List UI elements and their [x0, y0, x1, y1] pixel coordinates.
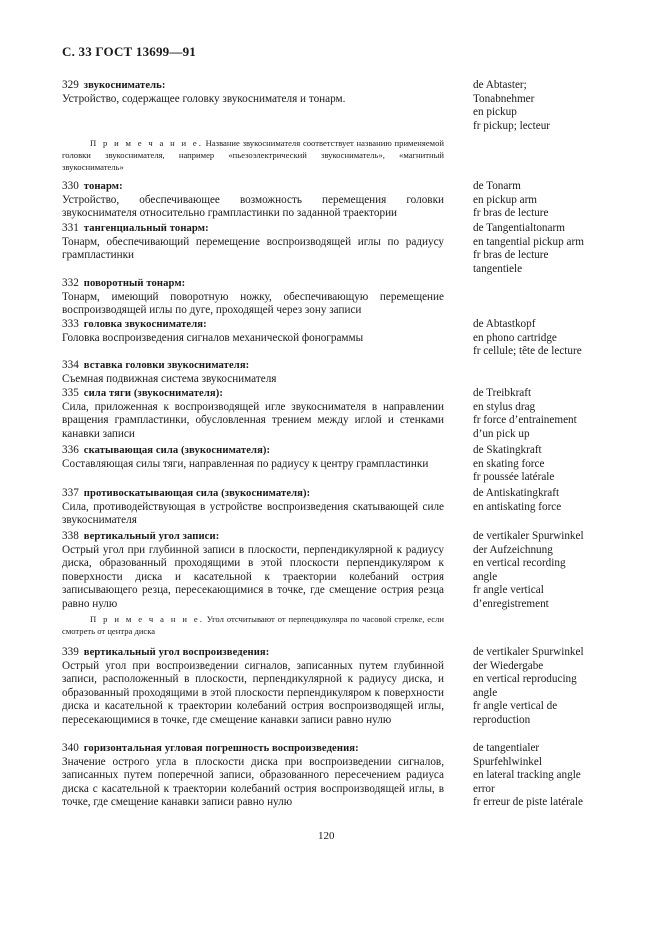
- term-title: головка звукоснимателя:: [83, 319, 207, 330]
- term-entry-330: [62, 180, 661, 221]
- term-entry-336: [62, 444, 661, 484]
- term-entry-329: [62, 79, 661, 132]
- term-definition: Сила, приложенная к воспроизводящей игле звукоснимателя в направлении вращения грампластинки, обусловленная трением между иглой и стенками канавки записи: [62, 400, 444, 440]
- term-definition: Съемная подвижная система звукоснимателя: [62, 372, 277, 385]
- translations: [473, 530, 661, 612]
- translation-line: en pickup: [473, 106, 517, 119]
- translation-line: der Wiedergabe: [473, 659, 544, 672]
- translation-line: Tonabnehmer: [473, 92, 535, 105]
- translation-line: der Aufzeichnung: [473, 543, 553, 556]
- term-title: противоскатывающая сила (звукоснимателя):: [83, 488, 311, 499]
- translation-line: reproduction: [473, 713, 531, 726]
- translation-line: de Antiskatingkraft: [473, 487, 560, 499]
- translation-line: fr bras de lecture: [473, 249, 549, 262]
- translation-line: en stylus drag: [473, 400, 536, 413]
- note-338: [62, 613, 444, 637]
- term-definition: Тонарм, имеющий поворотную ножку, обеспечивающую перемещение воспроизводящей иглы по дуге, проходящей через зону записи: [62, 290, 444, 317]
- translation-line: angle: [473, 686, 498, 699]
- term-entry-335: [62, 387, 661, 441]
- translation-line: fr erreur de piste latérale: [473, 796, 583, 809]
- translation-line: en vertical reproducing: [473, 673, 577, 686]
- translation-line: de vertikaler Spurwinkel: [473, 530, 584, 542]
- translation-line: de Abtastkopf: [473, 318, 536, 330]
- term-number: 335: [62, 387, 79, 399]
- translations: [473, 646, 661, 728]
- term-entry-331: [62, 222, 661, 275]
- translations: [473, 79, 661, 133]
- translation-line: fr cellule; tête de lecture: [473, 345, 582, 358]
- note-text: Угол отсчитывают от перпендикуляра по часовой стрелке, если смотреть от центра диска: [62, 614, 444, 636]
- translation-line: d’enregistrement: [473, 597, 549, 610]
- translation-line: Spurfehlwinkel: [473, 755, 542, 768]
- term-entry-333: [62, 318, 661, 358]
- term-title: вертикальный угол воспроизведения:: [83, 647, 270, 658]
- term-definition: Острый угол при воспроизведении сигналов, записанных путем глубинной записи, расположенный в плоскости, перпендикулярной к радиусу диска, и образованный проходящими в этой плоскости перпендикуляром к поверхности диска и касательной к траектории колебаний острия воспроизводящей иглы, пересекающимися в точке, где смещение канавки записи равно нулю: [62, 659, 444, 726]
- note-label: П р и м е ч а н и е.: [90, 138, 203, 148]
- term-number: 330: [62, 180, 79, 192]
- term-definition: Острый угол при глубинной записи в плоскости, перпендикулярной к радиусу диска, образованный проходящими в этой плоскости перпендикуляром к поверхности диска и касательной к траектории колебаний острия записывающего резца, пересекающимися в точке, где смещение острия резца равно нулю: [62, 543, 444, 610]
- translation-line: de Treibkraft: [473, 387, 532, 399]
- translation-line: en skating force: [473, 457, 545, 470]
- translations: [473, 318, 661, 359]
- term-definition: Значение острого угла в плоскости диска при воспроизведении сигналов, записанных путем поперечной записи, образованного пересечением радиуса диска с касательной к траектории колебаний острия воспроизводящей иглы, в точке, где смещение канавки записи равно нулю: [62, 755, 444, 809]
- term-number: 338: [62, 530, 79, 542]
- term-entry-332: [62, 277, 661, 318]
- term-title: горизонтальная угловая погрешность воспроизведения:: [83, 743, 359, 754]
- translations: [473, 742, 661, 810]
- term-title: звукосниматель:: [83, 80, 166, 91]
- term-title: вставка головки звукоснимателя:: [83, 360, 250, 371]
- term-definition: Устройство, обеспечивающее возможность перемещения головки звукоснимателя относительно грампластинки по заданной траектории: [62, 193, 444, 220]
- term-entry-334: [62, 359, 661, 386]
- translation-line: de Tangentialtonarm: [473, 222, 565, 234]
- term-title: тонарм:: [83, 181, 123, 192]
- translations: [473, 387, 661, 441]
- term-number: 340: [62, 742, 79, 754]
- translation-line: en vertical recording: [473, 557, 566, 570]
- term-entry-338: [62, 530, 661, 612]
- term-number: 329: [62, 79, 79, 91]
- term-definition: Головка воспроизведения сигналов механической фонограммы: [62, 331, 364, 344]
- page-number: 120: [318, 830, 335, 842]
- term-title: поворотный тонарм:: [83, 278, 186, 289]
- term-definition: Устройство, содержащее головку звукоснимателя и тонарм.: [62, 92, 346, 105]
- term-title: тангенциальный тонарм:: [83, 223, 209, 234]
- translations: [473, 180, 661, 221]
- translation-line: de Skatingkraft: [473, 444, 542, 456]
- page-header: С. 33 ГОСТ 13699—91: [62, 44, 196, 59]
- translation-line: tangentiele: [473, 262, 523, 275]
- term-title: скатывающая сила (звукоснимателя):: [83, 445, 271, 456]
- term-definition: Сила, противодействующая в устройстве воспроизведения скатывающей силе звукоснимателя: [62, 500, 444, 527]
- translations: [473, 444, 661, 485]
- term-number: 333: [62, 318, 79, 330]
- translation-line: de Tonarm: [473, 180, 521, 192]
- term-definition: Тонарм, обеспечивающий перемещение воспроизводящей иглы по радиусу грампластинки: [62, 235, 444, 262]
- translation-line: de Abtaster;: [473, 79, 527, 91]
- translation-line: en tangential pickup arm: [473, 235, 584, 248]
- translation-line: error: [473, 782, 495, 795]
- term-entry-340: [62, 742, 661, 810]
- translation-line: fr angle vertical de: [473, 700, 558, 713]
- translation-line: en pickup arm: [473, 193, 537, 206]
- translation-line: fr force d’entrainement: [473, 414, 577, 427]
- translation-line: fr poussée latérale: [473, 471, 555, 484]
- term-number: 339: [62, 646, 79, 658]
- term-number: 331: [62, 222, 79, 234]
- term-definition: Составляющая силы тяги, направленная по радиусу к центру грампластинки: [62, 457, 429, 470]
- term-number: 334: [62, 359, 79, 371]
- translation-line: en phono cartridge: [473, 331, 557, 344]
- translation-line: fr bras de lecture: [473, 207, 549, 220]
- term-entry-337: [62, 487, 661, 528]
- note-text: Название звукоснимателя соответствует названию применяемой головки звукоснимателя, например «пьезоэлектрический звукосниматель», «магнитный звукосниматель»: [62, 138, 444, 172]
- translations: [473, 222, 661, 276]
- term-number: 336: [62, 444, 79, 456]
- term-number: 337: [62, 487, 79, 499]
- note-329: [62, 137, 444, 173]
- translations: [473, 487, 661, 514]
- term-number: 332: [62, 277, 79, 289]
- translation-line: en antiskating force: [473, 500, 562, 513]
- term-title: вертикальный угол записи:: [83, 531, 220, 542]
- translation-line: en lateral tracking angle: [473, 769, 581, 782]
- translation-line: fr pickup; lecteur: [473, 119, 551, 132]
- translation-line: de vertikaler Spurwinkel: [473, 646, 584, 658]
- term-title: сила тяги (звукоснимателя):: [83, 388, 223, 399]
- translation-line: d’un pick up: [473, 427, 530, 440]
- translation-line: angle: [473, 570, 498, 583]
- translation-line: de tangentialer: [473, 742, 540, 754]
- term-entry-339: [62, 646, 661, 728]
- translation-line: fr angle vertical: [473, 584, 544, 597]
- note-label: П р и м е ч а н и е.: [90, 614, 204, 624]
